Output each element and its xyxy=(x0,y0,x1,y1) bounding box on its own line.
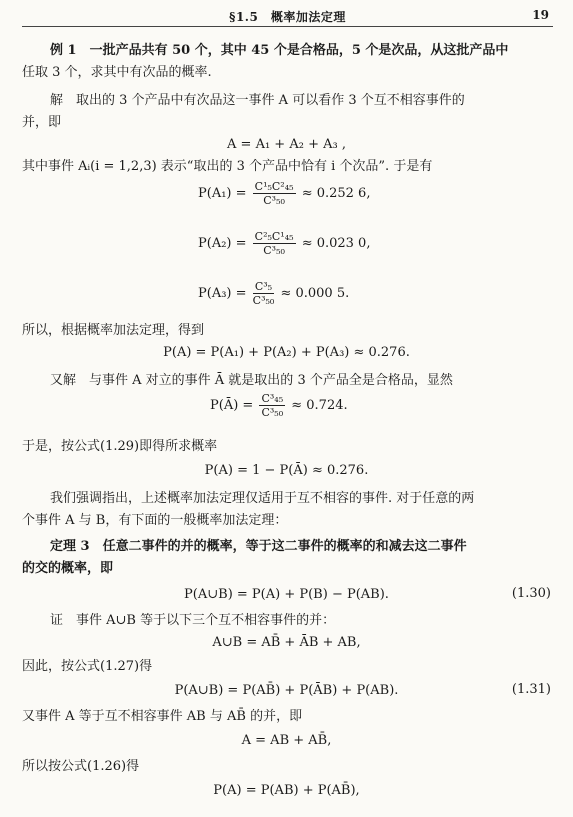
equation-a: A = AB + AB̄, xyxy=(241,733,332,748)
probability-a1-value: ≈ 0.252 6, xyxy=(301,186,371,201)
probability-a3 xyxy=(198,280,349,307)
probability-a1 xyxy=(198,180,370,207)
probability-a2 xyxy=(198,230,370,257)
equation-number-1-31: (1.31) xyxy=(511,682,551,697)
equation-pa: P(A) = P(AB) + P(AB̄), xyxy=(213,783,360,798)
fraction-complement-numerator: C³₄₅ xyxy=(261,392,284,405)
section-title: §1.5 概率加法定理 xyxy=(229,10,346,24)
fraction-a3 xyxy=(253,280,275,307)
equation-1-31: P(A∪B) = P(AB̄) + P(ĀB) + P(AB). xyxy=(174,683,399,698)
probability-a2-value: ≈ 0.023 0, xyxy=(301,236,371,251)
equation-number-1-30: (1.30) xyxy=(511,586,551,601)
fraction-a2-numerator: C²₅C¹₄₅ xyxy=(254,230,294,243)
formula-reference-129: 于是，按公式(1.29)即得所求概率 xyxy=(22,439,218,454)
fraction-complement-denominator: C³₅₀ xyxy=(261,406,284,419)
event-a-decomposition: 又事件 A 等于互不相容事件 AB 与 AB̄ 的并，即 xyxy=(22,709,303,724)
equation-1-30: P(A∪B) = P(A) + P(B) − P(AB). xyxy=(184,587,389,602)
therefore-line: 所以，根据概率加法定理，得到 xyxy=(22,323,205,338)
fraction-a2-denominator: C³₅₀ xyxy=(263,244,285,257)
fraction-a1-numerator: C¹₅C²₄₅ xyxy=(254,180,294,193)
alternative-solution: 又解 与事件 A 对立的事件 Ā 就是取出的 3 个产品全是合格品，显然 xyxy=(50,373,453,388)
probability-a2-lhs: P(A₂) = xyxy=(198,236,247,251)
fraction-complement xyxy=(259,392,285,419)
fraction-a3-numerator: C³₅ xyxy=(253,280,275,294)
proof-line-1: 证 事件 A∪B 等于以下三个互不相容事件的并： xyxy=(50,613,336,628)
probability-complement-value: ≈ 0.724. xyxy=(291,398,348,413)
stress-line-2: 个事件 A 与 B，有下面的一般概率加法定理： xyxy=(22,513,288,528)
probability-complement-lhs: P(Ā) = xyxy=(210,398,254,413)
running-header xyxy=(22,4,553,27)
theorem-3-line-1: 定理 3 任意二事件的并的概率，等于这二事件的概率的和减去这二事件 xyxy=(50,539,467,554)
theorem-3-line-2: 的交的概率，即 xyxy=(22,561,114,576)
fraction-a3-denominator: C³₅₀ xyxy=(252,294,275,307)
probability-a1-lhs: P(A₁) = xyxy=(198,186,247,201)
example-1-line-1: 例 1 一批产品共有 50 个，其中 45 个是合格品，5 个是次品，从这批产品中 xyxy=(50,43,509,58)
solution-line-1: 解 取出的 3 个产品中有次品这一事件 A 可以看作 3 个互不相容事件的 xyxy=(50,93,465,108)
equation-complement: P(A) = 1 − P(Ā) ≈ 0.276. xyxy=(204,463,369,478)
equation-sum: P(A) = P(A₁) + P(A₂) + P(A₃) ≈ 0.276. xyxy=(163,345,410,360)
example-1-line-2: 任取 3 个，求其中有次品的概率. xyxy=(22,65,212,80)
page-number: 19 xyxy=(532,8,549,22)
formula-reference-127: 因此，按公式(1.27)得 xyxy=(22,659,153,674)
equation-a-union-b: A∪B = AB̄ + ĀB + AB, xyxy=(212,635,361,650)
formula-reference-126: 所以按公式(1.26)得 xyxy=(22,759,140,774)
event-definition: 其中事件 Aᵢ(i = 1,2,3) 表示“取出的 3 个产品中恰有 i 个次品”. 于是有 xyxy=(22,159,433,174)
probability-complement xyxy=(210,392,348,419)
equation-union: A = A₁ + A₂ + A₃ , xyxy=(227,137,346,152)
stress-line-1: 我们强调指出，上述概率加法定理仅适用于互不相容的事件. 对于任意的两 xyxy=(50,491,475,506)
fraction-a2 xyxy=(253,230,296,257)
fraction-a1-denominator: C³₅₀ xyxy=(263,194,285,207)
probability-a3-lhs: P(A₃) = xyxy=(198,286,247,301)
solution-line-2: 并，即 xyxy=(22,115,62,130)
fraction-a1 xyxy=(253,180,296,207)
probability-a3-value: ≈ 0.000 5. xyxy=(280,286,350,301)
